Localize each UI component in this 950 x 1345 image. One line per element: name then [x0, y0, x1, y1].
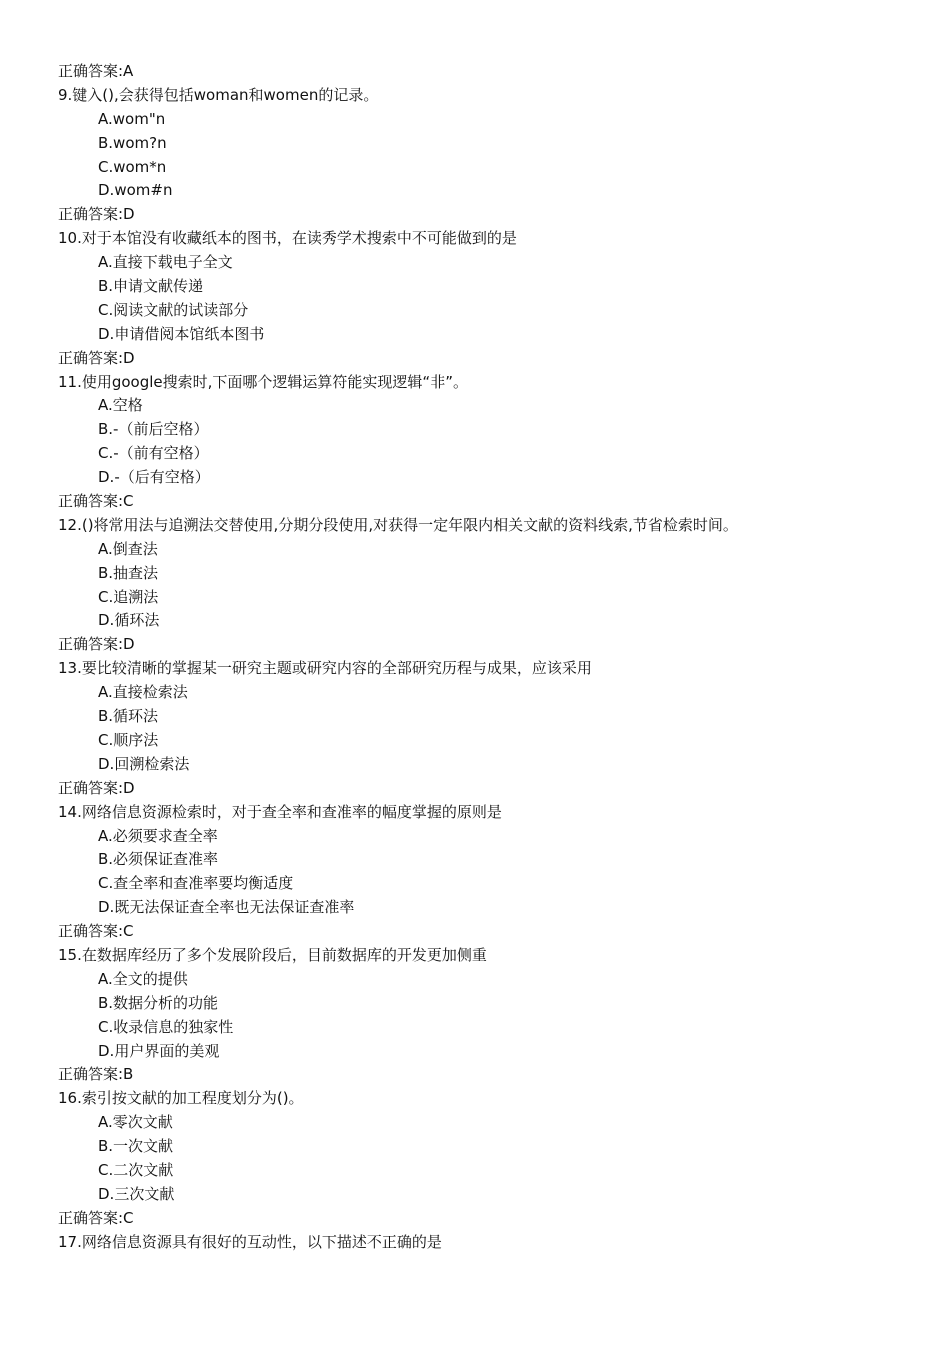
answer-option: D.wom#n: [98, 181, 173, 200]
question-stem: 13.要比较清晰的掌握某一研究主题或研究内容的全部研究历程与成果，应该采用: [58, 659, 592, 678]
answer-option: C.顺序法: [98, 730, 159, 749]
answer-option: C.二次文献: [98, 1160, 174, 1179]
correct-answer-line: 正确答案:C: [58, 492, 134, 511]
question-stem: 17.网络信息资源具有很好的互动性，以下描述不正确的是: [58, 1232, 442, 1251]
answer-option: B.抽查法: [98, 563, 159, 582]
answer-option: A.空格: [98, 396, 143, 415]
answer-option: A.wom"n: [98, 109, 166, 128]
answer-option: D.三次文献: [98, 1184, 175, 1203]
answer-option: D.既无法保证查全率也无法保证查准率: [98, 898, 355, 917]
answer-option: B.wom?n: [98, 133, 167, 152]
answer-option: C.追溯法: [98, 587, 159, 606]
answer-option: A.必须要求查全率: [98, 826, 218, 845]
answer-option: C.收录信息的独家性: [98, 1017, 234, 1036]
answer-option: C.wom*n: [98, 157, 167, 176]
correct-answer-line: 正确答案:A: [58, 62, 134, 80]
answer-option: B.必须保证查准率: [98, 850, 219, 869]
correct-answer-line: 正确答案:D: [58, 205, 135, 224]
answer-option: A.直接检索法: [98, 683, 188, 702]
answer-option: B.-（前后空格）: [98, 420, 209, 439]
answer-option: B.循环法: [98, 707, 159, 726]
answer-option: C.-（前有空格）: [98, 444, 209, 463]
answer-option: D.-（后有空格）: [98, 468, 210, 487]
answer-option: D.循环法: [98, 611, 160, 630]
answer-option: B.一次文献: [98, 1137, 174, 1156]
answer-option: A.零次文献: [98, 1113, 173, 1132]
question-stem: 10.对于本馆没有收藏纸本的图书，在读秀学术搜索中不可能做到的是: [58, 229, 517, 248]
answer-option: D.用户界面的美观: [98, 1041, 220, 1060]
question-stem: 15.在数据库经历了多个发展阶段后，目前数据库的开发更加侧重: [58, 945, 487, 964]
correct-answer-line: 正确答案:D: [58, 635, 135, 654]
correct-answer-line: 正确答案:B: [58, 1065, 134, 1084]
answer-option: C.查全率和查准率要均衡适度: [98, 874, 294, 893]
answer-option: D.申请借阅本馆纸本图书: [98, 324, 265, 343]
question-stem: 12.()将常用法与追溯法交替使用,分期分段使用,对获得一定年限内相关文献的资料线索,节省检索时间。: [58, 515, 738, 534]
answer-option: A.直接下载电子全文: [98, 253, 233, 272]
correct-answer-line: 正确答案:D: [58, 348, 135, 367]
answer-option: B.数据分析的功能: [98, 993, 219, 1012]
correct-answer-line: 正确答案:D: [58, 778, 135, 797]
document-page: [0, 60, 950, 1255]
question-stem: 11.使用google搜索时,下面哪个逻辑运算符能实现逻辑“非”。: [58, 372, 468, 391]
correct-answer-line: 正确答案:C: [58, 922, 134, 941]
question-stem: 9.键入(),会获得包括woman和women的记录。: [58, 85, 379, 104]
correct-answer-line: 正确答案:C: [58, 1208, 134, 1227]
answer-option: C.阅读文献的试读部分: [98, 300, 249, 319]
answer-option: A.倒查法: [98, 539, 158, 558]
answer-option: D.回溯检索法: [98, 754, 190, 773]
question-stem: 16.索引按文献的加工程度划分为()。: [58, 1089, 304, 1108]
question-stem: 14.网络信息资源检索时，对于查全率和查准率的幅度掌握的原则是: [58, 802, 502, 821]
answer-option: B.申请文献传递: [98, 277, 204, 296]
answer-option: A.全文的提供: [98, 969, 188, 988]
